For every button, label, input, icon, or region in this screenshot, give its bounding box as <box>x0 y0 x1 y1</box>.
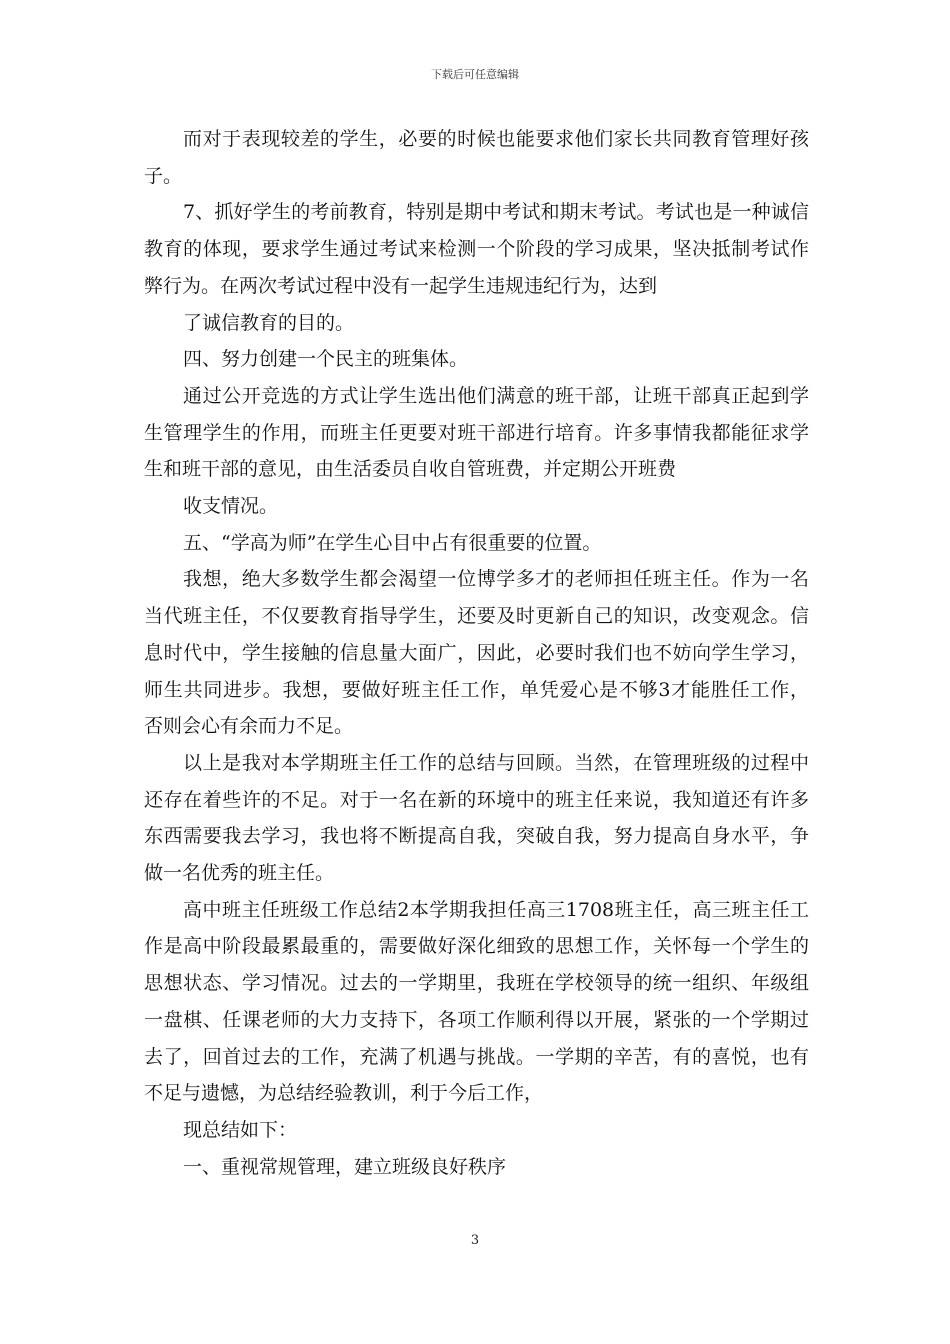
text-line: 了诚信教育的目的。 <box>183 311 355 334</box>
text-line: 五、“学高为师”在学生心目中占有很重要的位置。 <box>183 531 602 554</box>
text-line: 还存在着些许的不足。对于一名在新的环境中的班主任来说，我知道还有许多 <box>144 788 809 811</box>
text-line: 以上是我对本学期班主任工作的总结与回顾。当然，在管理班级的过程中 <box>183 751 809 774</box>
text-line: 息时代中，学生接触的信息量大面广，因此，必要时我们也不妨向学生学习， <box>144 641 809 664</box>
text-line: 7、抓好学生的考前教育，特别是期中考试和期末考试。考试也是一种诚信 <box>183 201 809 224</box>
text-line: 去了，回首过去的工作，充满了机遇与挑战。一学期的辛苦，有的喜悦，也有 <box>144 1045 809 1068</box>
text-line: 现总结如下： <box>183 1118 298 1141</box>
page-number: 3 <box>470 1233 480 1248</box>
text-line: 否则会心有余而力不足。 <box>144 715 354 738</box>
text-line: 通过公开竞选的方式让学生选出他们满意的班干部，让班干部真正起到学 <box>183 384 809 407</box>
text-line: 四、努力创建一个民主的班集体。 <box>183 348 469 371</box>
text-line: 一盘棋、任课老师的大力支持下，各项工作顺利得以开展，紧张的一个学期过 <box>144 1008 809 1031</box>
text-line: 弊行为。在两次考试过程中没有一起学生违规违纪行为，达到 <box>144 274 658 297</box>
text-line: 子。 <box>144 164 183 187</box>
text-line: 生和班干部的意见，由生活委员自收自管班费，并定期公开班费 <box>144 458 677 481</box>
text-line: 不足与遗憾，为总结经验教训，利于今后工作， <box>144 1082 544 1105</box>
text-line: 思想状态、学习情况。过去的一学期里，我班在学校领导的统一组织、年级组 <box>144 972 809 995</box>
text-line: 而对于表现较差的学生，必要的时候也能要求他们家长共同教育管理好孩 <box>183 128 809 150</box>
text-line: 一、重视常规管理，建立班级良好秩序 <box>183 1155 507 1178</box>
text-line: 生管理学生的作用，而班主任更要对班干部进行培育。许多事情我都能征求学 <box>144 421 809 444</box>
text-line: 我想，绝大多数学生都会渴望一位博学多才的老师担任班主任。作为一名 <box>183 568 809 591</box>
text-line: 高中班主任班级工作总结2本学期我担任高三1708班主任，高三班主任工 <box>183 898 809 921</box>
text-line: 做一名优秀的班主任。 <box>144 862 335 884</box>
text-line: 东西需要我去学习，我也将不断提高自我，突破自我，努力提高自身水平，争 <box>144 825 809 848</box>
text-line: 当代班主任，不仅要教育指导学生，还要及时更新自己的知识，改变观念。信 <box>144 605 809 628</box>
text-line: 师生共同进步。我想，要做好班主任工作，单凭爱心是不够3才能胜任工作， <box>144 678 809 701</box>
text-line: 收支情况。 <box>183 495 279 517</box>
text-line: 教育的体现，要求学生通过考试来检测一个阶段的学习成果，坚决抵制考试作 <box>144 238 809 261</box>
page-header: 下载后可任意编辑 <box>431 68 519 81</box>
text-line: 作是高中阶段最累最重的，需要做好深化细致的思想工作，关怀每一个学生的 <box>144 935 809 958</box>
